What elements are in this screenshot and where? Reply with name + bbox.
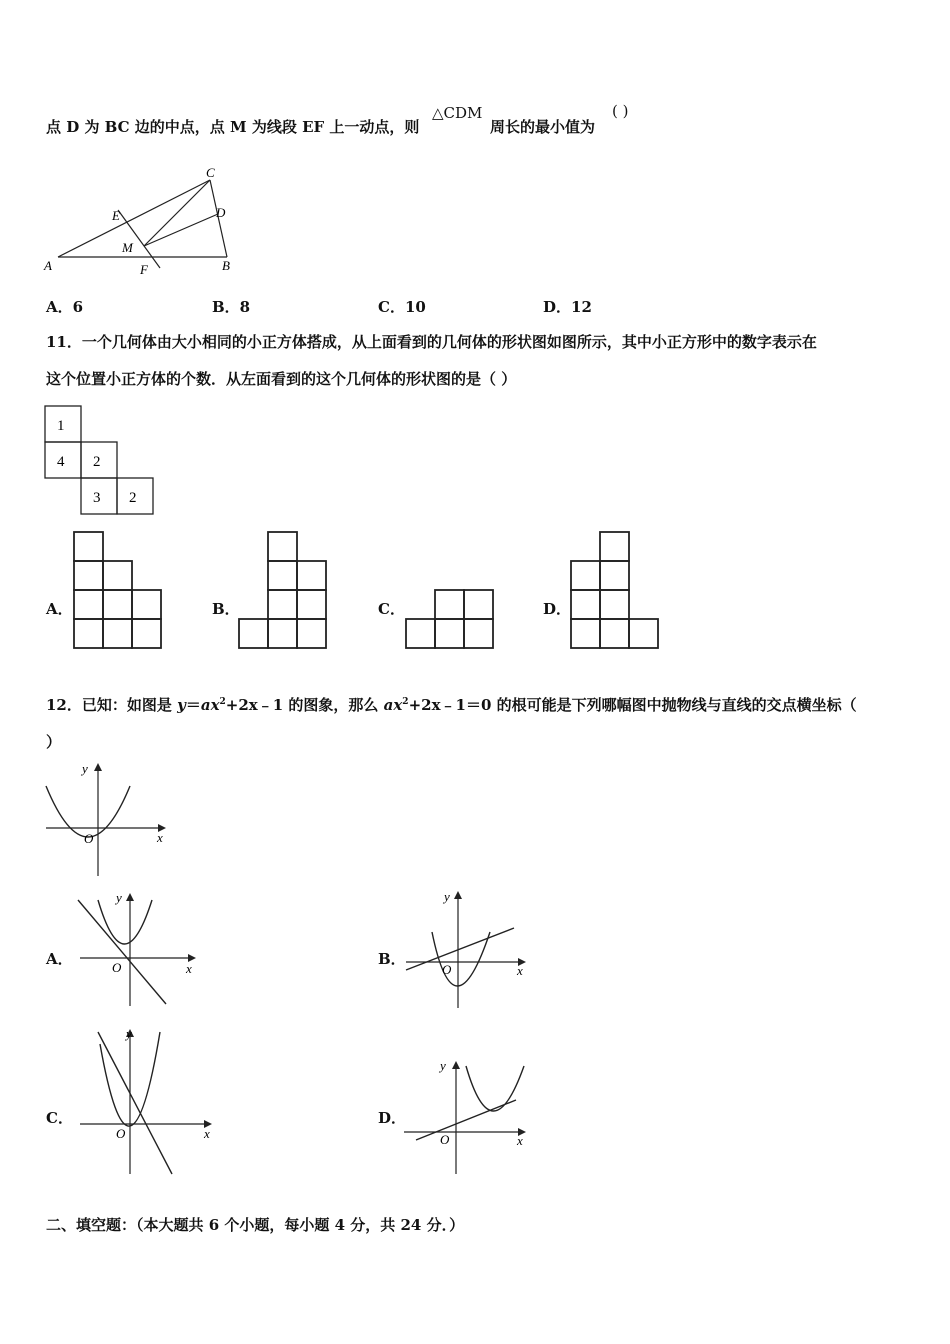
q10-text: 点 D 为 BC 边的中点，点 M 为线段 EF 上一动点，则 [46,118,420,136]
q12-option-d-label[interactable]: D． [378,1109,407,1127]
svg-text:y: y [126,1026,132,1041]
q11-stem-line2: 这个位置小正方体的个数．从左面看到的这个几何体的形状图的是（ ） [46,370,517,388]
q12-option-d-graph[interactable] [400,1052,532,1176]
svg-text:x: x [517,1133,523,1148]
label-M: M [122,240,133,255]
svg-text:O: O [440,1132,450,1147]
svg-text:y: y [444,889,450,904]
q10-option-a[interactable]: A．6 [46,298,84,316]
q10-stem [46,116,419,137]
q11-top-view-grid [44,405,156,515]
grid-number: 3 [93,490,101,506]
q10-option-b[interactable]: B．8 [212,298,251,316]
q11-stem-line1: 11．一个几何体由大小相同的小正方体搭成，从上面看到的几何体的形状图如图所示，其中小正方形中的数字表示在 [46,333,817,351]
q10-answer-paren: ( ) [612,102,629,120]
svg-text:x: x [204,1126,210,1141]
svg-text:x: x [157,830,163,845]
q11-option-d-label[interactable]: D． [543,600,572,618]
q12-option-c-graph[interactable] [72,1024,218,1178]
q11-option-c-figure[interactable] [404,587,496,651]
svg-text:x: x [517,963,523,978]
svg-text:y: y [440,1058,446,1073]
q12-option-b-label[interactable]: B． [378,950,406,968]
q12-main-graph [40,760,172,880]
q10-text-after: 周长的最小值为 [490,118,596,136]
grid-number: 2 [129,490,137,506]
q12-option-a-graph[interactable] [70,888,200,1012]
label-A: A [44,258,52,273]
label-C: C [206,165,215,180]
q11-option-a-label[interactable]: A． [46,600,73,618]
q11-option-d-figure[interactable] [569,530,661,652]
grid-number: 4 [57,454,65,470]
q12-stem-line1: 12．已知：如图是 $y=ax^2+2x﹣1$ 的图象，那么 $ax^2+2x﹣1=0$ 的根可能是下列哪幅图中抛物线与直线的交点横坐标（ [46,696,857,714]
grid-number: 1 [57,418,65,434]
svg-text:y: y [116,890,122,905]
section-2-title: 二、填空题：（本大题共 6 个小题，每小题 4 分，共 24 分．） [46,1216,465,1234]
svg-text:O: O [84,831,94,846]
grid-number: 2 [93,454,101,470]
svg-text:x: x [186,961,192,976]
svg-text:O: O [116,1126,126,1141]
q12-stem-line2: ） [46,733,62,751]
q10-triangle-symbol: △CDM [432,104,483,122]
q12-option-c-label[interactable]: C． [46,1109,73,1127]
svg-text:O: O [112,960,122,975]
q10-triangle-figure [40,160,250,280]
label-B: B [222,258,230,273]
q12-option-b-graph[interactable] [400,884,532,1012]
q11-option-c-label[interactable]: C． [378,600,405,618]
q10-option-c[interactable]: C．10 [378,298,426,316]
label-F: F [140,262,148,277]
svg-text:y: y [82,761,88,776]
q10-option-d[interactable]: D．12 [543,298,592,316]
label-E: E [112,208,120,223]
q12-option-a-label[interactable]: A． [46,950,73,968]
label-D: D [216,205,226,220]
q11-option-b-figure[interactable] [237,530,329,652]
q11-option-a-figure[interactable] [72,530,164,652]
svg-text:O: O [442,962,452,977]
q11-option-b-label[interactable]: B． [212,600,240,618]
